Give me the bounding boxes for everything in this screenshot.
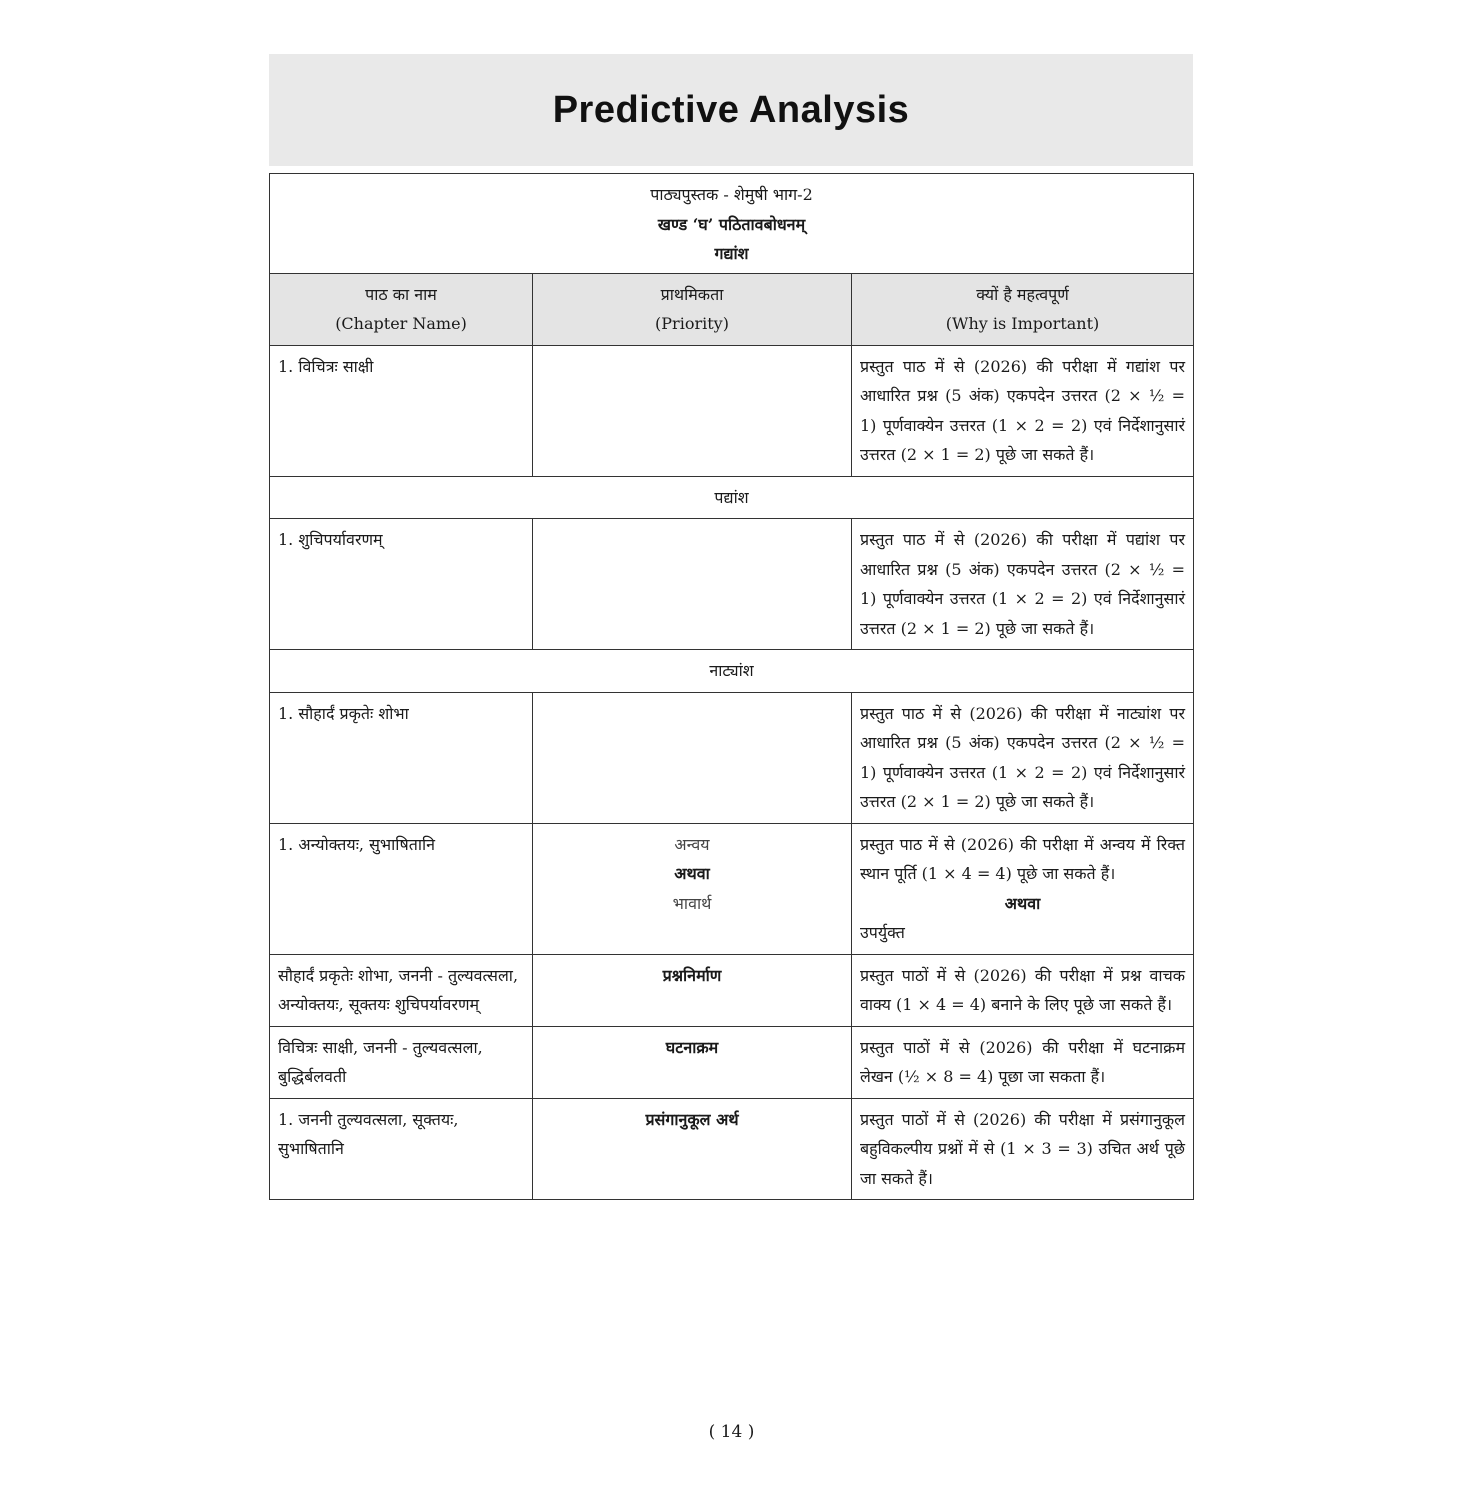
page-number: ( 14 ) (708, 1422, 755, 1442)
priority-cell (533, 519, 852, 650)
page-title: Predictive Analysis (552, 88, 910, 131)
chapter-cell: 1. जननी तुल्यवत्सला, सूक्तयः, सुभाषितानि (270, 1098, 533, 1200)
col-why-header: क्यों है महत्वपूर्ण (Why is Important) (852, 273, 1194, 345)
table-row (270, 692, 1194, 823)
chapter-cell: 1. अन्योक्तयः, सुभाषितानि (270, 823, 533, 954)
why-or: अथवा (1004, 893, 1041, 913)
table-row (270, 345, 1194, 476)
priority-cell (533, 692, 852, 823)
priority-cell (533, 823, 852, 954)
why-cell: प्रस्तुत पाठों में से (2026) की परीक्षा में प्रश्न वाचक वाक्य (1 × 4 = 4) बनाने के लिए पूछे जा सकते हैं। (852, 954, 1194, 1026)
priority-or: अथवा (674, 864, 710, 883)
chapter-cell: 1. विचित्रः साक्षी (270, 345, 533, 476)
why-cell: प्रस्तुत पाठ में से (2026) की परीक्षा में नाट्यांश पर आधारित प्रश्न (5 अंक) एकपदेन उत्तरत (2 × ½ = 1) पूर्णवाक्येन उत्तरत (1 × 2 = 2) एवं निर्देशानुसारं उत्तरत (2 × 1 = 2) पूछे जा सकते हैं। (852, 692, 1194, 823)
table-row (270, 954, 1194, 1026)
textbook-title: पाठ्यपुस्तक - शेमुषी भाग-2 (650, 185, 813, 204)
table-row (270, 1098, 1194, 1200)
chapter-cell: सौहार्दं प्रकृतेः शोभा, जननी - तुल्यवत्सला, अन्योक्तयः, सूक्तयः शुचिपर्यावरणम् (270, 954, 533, 1026)
chapter-cell: विचित्रः साक्षी, जननी - तुल्यवत्सला, बुद्धिर्बलवती (270, 1026, 533, 1098)
why-cell: प्रस्तुत पाठों में से (2026) की परीक्षा में प्रसंगानुकूल बहुविकल्पीय प्रश्नों में से (1 × 3 = 3) उचित अर्थ पूछे जा सकते हैं। (852, 1098, 1194, 1200)
why-cell: प्रस्तुत पाठों में से (2026) की परीक्षा में घटनाक्रम लेखन (½ × 8 = 4) पूछा जा सकता हैं। (852, 1026, 1194, 1098)
priority-cell: प्रश्ननिर्माण (533, 954, 852, 1026)
chapter-cell: 1. शुचिपर्यावरणम् (270, 519, 533, 650)
section-row (270, 650, 1194, 693)
column-header-row (270, 273, 1194, 345)
why-cell (852, 823, 1194, 954)
predictive-analysis-table (269, 173, 1194, 1200)
why-cell: प्रस्तुत पाठ में से (2026) की परीक्षा में गद्यांश पर आधारित प्रश्न (5 अंक) एकपदेन उत्तरत (2 × ½ = 1) पूर्णवाक्येन उत्तरत (1 × 2 = 2) एवं निर्देशानुसारं उत्तरत (2 × 1 = 2) पूछे जा सकते हैं। (852, 345, 1194, 476)
section-row (270, 476, 1194, 519)
priority-cell: प्रसंगानुकूल अर्थ (533, 1098, 852, 1200)
section-label: पद्यांश (270, 476, 1194, 519)
why-cell: प्रस्तुत पाठ में से (2026) की परीक्षा में पद्यांश पर आधारित प्रश्न (5 अंक) एकपदेन उत्तरत (2 × ½ = 1) पूर्णवाक्येन उत्तरत (1 × 2 = 2) एवं निर्देशानुसारं उत्तरत (2 × 1 = 2) पूछे जा सकते हैं। (852, 519, 1194, 650)
priority-option-b: भावार्थ (672, 893, 712, 913)
table-row (270, 519, 1194, 650)
priority-cell (533, 345, 852, 476)
table-row (270, 1026, 1194, 1098)
why-tail: उपर्युक्त (860, 923, 905, 942)
col-chapter-header: पाठ का नाम (Chapter Name) (270, 273, 533, 345)
title-band (269, 54, 1193, 166)
col-priority-header: प्राथमिकता (Priority) (533, 273, 852, 345)
chapter-cell: 1. सौहार्दं प्रकृतेः शोभा (270, 692, 533, 823)
section-label: नाट्यांश (270, 650, 1194, 693)
sub-section-title: गद्यांश (714, 244, 749, 263)
table-banner (270, 174, 1194, 274)
section-title: खण्ड ‘घ’ पठितावबोधनम् (657, 214, 806, 234)
priority-option-a: अन्वय (674, 834, 710, 854)
priority-cell: घटनाक्रम (533, 1026, 852, 1098)
table-row (270, 823, 1194, 954)
why-text: प्रस्तुत पाठ में से (2026) की परीक्षा में अन्वय में रिक्त स्थान पूर्ति (1 × 4 = 4) पूछे जा सकते हैं। (860, 834, 1186, 883)
